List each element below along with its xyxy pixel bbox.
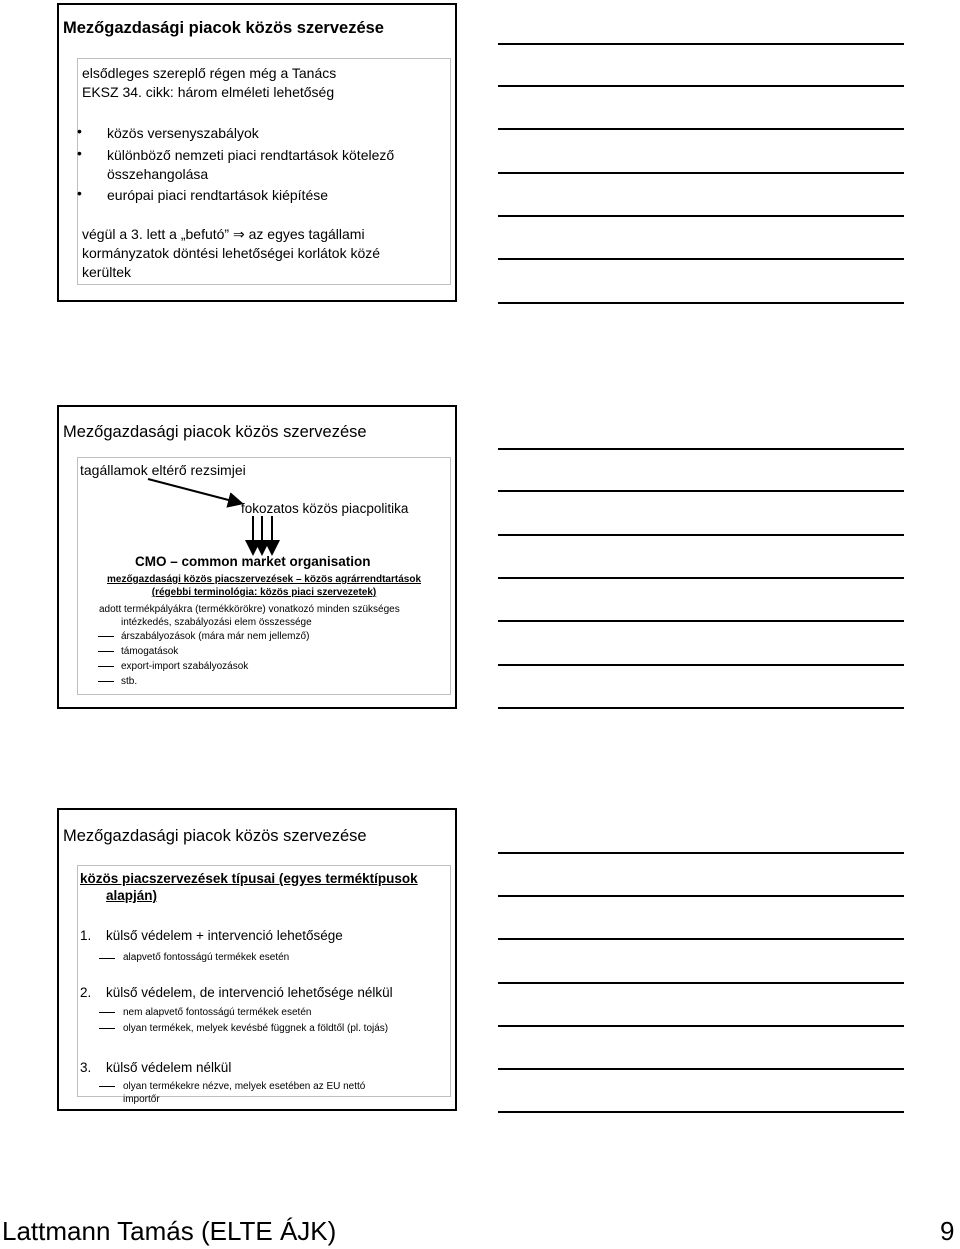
conclusion-suffix: az egyes tagállami xyxy=(248,226,365,242)
dash-icon xyxy=(99,1012,115,1013)
diagonal-arrow xyxy=(148,479,240,503)
subtitle-line-2: alapján) xyxy=(106,888,158,903)
slide-2-content xyxy=(77,457,451,695)
cmo-heading: CMO – common market organisation xyxy=(135,554,371,569)
slide-2 xyxy=(57,405,457,709)
slide-3 xyxy=(57,808,457,1111)
footer-author: Lattmann Tamás (ELTE ÁJK) xyxy=(2,1216,337,1246)
type-number: 3. xyxy=(80,1060,92,1075)
dash-icon xyxy=(98,666,114,667)
dash-icon xyxy=(99,958,115,959)
note-line xyxy=(498,620,904,622)
list-item: stb. xyxy=(121,676,138,687)
bullet-item-continuation: összehangolása xyxy=(107,166,209,182)
type-number: 2. xyxy=(80,985,92,1000)
list-item: export-import szabályozások xyxy=(121,661,249,672)
type-number: 1. xyxy=(80,928,92,943)
dash-icon xyxy=(99,1086,115,1087)
note-line xyxy=(498,215,904,217)
dash-icon xyxy=(99,1028,115,1029)
description-line-1: adott termékpályákra (termékkörökre) vonatkozó minden szükséges xyxy=(99,604,400,615)
bullet-item: közös versenyszabályok xyxy=(107,125,259,141)
dash-icon xyxy=(98,651,114,652)
conclusion-prefix: végül a 3. lett a „befutó” xyxy=(82,226,230,242)
slide-3-content xyxy=(77,865,451,1105)
list-item: árszabályozások (mára már nem jellemző) xyxy=(121,631,310,642)
type-item: alapvető fontosságú termékek esetén xyxy=(123,952,290,963)
line-treaty-article: EKSZ 34. cikk: három elméleti lehetőség xyxy=(82,84,335,100)
type-item: olyan termékekre nézve, melyek esetében az EU nettó xyxy=(123,1081,366,1092)
conclusion-line-3: kerültek xyxy=(82,264,132,280)
type-heading: külső védelem nélkül xyxy=(106,1060,232,1075)
note-line xyxy=(498,707,904,709)
note-line xyxy=(498,534,904,536)
list-item: támogatások xyxy=(121,646,179,657)
type-item: nem alapvető fontosságú termékek esetén xyxy=(123,1007,312,1018)
note-line xyxy=(498,258,904,260)
note-line xyxy=(498,302,904,304)
type-item-continuation: importőr xyxy=(123,1094,160,1105)
bullet-icon: • xyxy=(77,145,82,161)
slide-2-title: Mezőgazdasági piacok közös szervezése xyxy=(63,423,367,441)
regimes-label: tagállamok eltérő rezsimjei xyxy=(80,462,246,478)
note-line xyxy=(498,172,904,174)
description-line-2: intézkedés, szabályozási elem összessége xyxy=(121,617,312,628)
note-line xyxy=(498,43,904,45)
definition-line-2: (régebbi terminológia: közös piaci szervezetek) xyxy=(151,587,377,598)
type-heading: külső védelem, de intervenció lehetősége nélkül xyxy=(106,985,393,1000)
implies-arrow-icon: ⇒ xyxy=(232,226,245,242)
note-line xyxy=(498,1111,904,1113)
page-number: 9 xyxy=(940,1216,955,1246)
dash-icon xyxy=(98,681,114,682)
type-item: olyan termékek, melyek kevésbé függnek a földtől (pl. tojás) xyxy=(123,1023,389,1034)
line-primary-actor: elsődleges szereplő régen még a Tanács xyxy=(82,65,337,81)
note-line xyxy=(498,85,904,87)
policy-label: fokozatos közös piacpolitika xyxy=(241,501,409,516)
note-line xyxy=(498,1025,904,1027)
note-line xyxy=(498,128,904,130)
bullet-icon: • xyxy=(77,123,82,139)
subtitle-line-1: közös piacszervezések típusai (egyes terméktípusok xyxy=(80,871,418,886)
slide-1 xyxy=(57,3,457,302)
note-line xyxy=(498,852,904,854)
note-line xyxy=(498,490,904,492)
bullet-icon: • xyxy=(77,185,82,201)
conclusion-line-2: kormányzatok döntési lehetőségei korlátok közé xyxy=(82,245,381,261)
slide-1-title: Mezőgazdasági piacok közös szervezése xyxy=(63,19,384,37)
note-line xyxy=(498,1068,904,1070)
conclusion-line xyxy=(82,225,365,244)
bullet-item: különböző nemzeti piaci rendtartások kötelező xyxy=(107,147,395,163)
definition-line-1: mezőgazdasági közös piacszervezések – közös agrárrendtartások xyxy=(106,574,422,585)
type-heading: külső védelem + intervenció lehetősége xyxy=(106,928,343,943)
note-line xyxy=(498,664,904,666)
note-line xyxy=(498,448,904,450)
bullet-item: európai piaci rendtartások kiépítése xyxy=(107,187,329,203)
note-line xyxy=(498,895,904,897)
slide-1-content xyxy=(77,58,451,285)
note-line xyxy=(498,577,904,579)
slide-3-title: Mezőgazdasági piacok közös szervezése xyxy=(63,827,367,845)
note-line xyxy=(498,982,904,984)
note-line xyxy=(498,938,904,940)
dash-icon xyxy=(98,636,114,637)
